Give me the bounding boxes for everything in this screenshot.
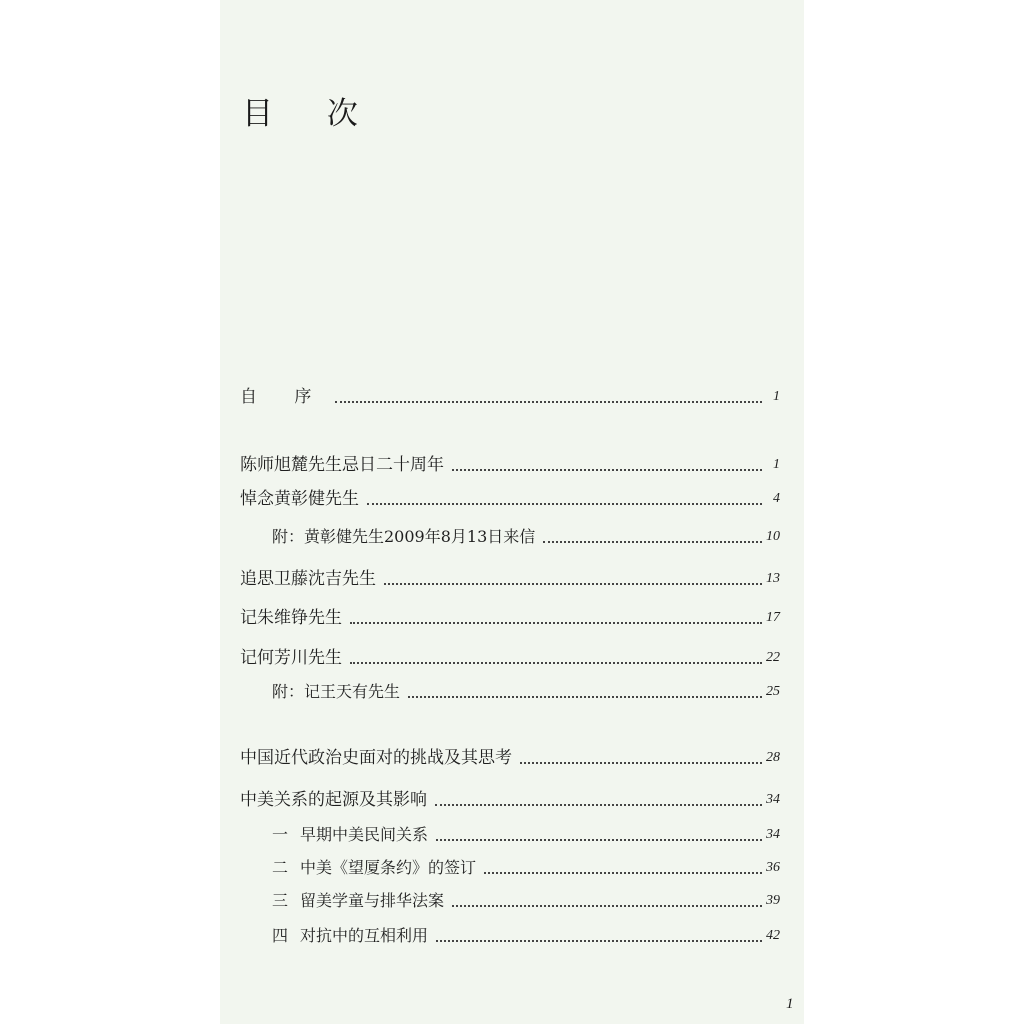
entry-title: 早期中美民间关系 — [300, 825, 429, 844]
toc-entry-preface — [240, 384, 780, 410]
entry-page-number: 22 — [766, 650, 780, 665]
toc-entry — [240, 605, 780, 631]
toc-subentry — [272, 822, 780, 848]
section-number: 二 — [272, 858, 289, 877]
entry-title: 悼念黄彰健先生 — [240, 489, 359, 509]
entry-title: 中国近代政治史面对的挑战及其思考 — [240, 748, 512, 768]
entry-page-number: 34 — [766, 827, 780, 842]
entry-page-number: 28 — [766, 750, 780, 765]
entry-title: 记何芳川先生 — [240, 648, 342, 668]
entry-page-number: 39 — [766, 893, 780, 908]
entry-title: 记朱维铮先生 — [240, 608, 342, 628]
section-number: 一 — [272, 825, 289, 844]
toc-entry — [240, 486, 780, 512]
entry-title: 附：记王天有先生 — [272, 682, 401, 701]
entry-title: 对抗中的互相利用 — [300, 926, 429, 945]
dot-leader — [384, 583, 762, 585]
toc-entry — [240, 745, 780, 771]
entry-title: 陈师旭麓先生忌日二十周年 — [240, 455, 444, 475]
dot-leader — [452, 469, 762, 471]
dot-leader — [367, 503, 762, 505]
dot-leader — [335, 401, 762, 403]
dot-leader — [436, 940, 762, 942]
entry-title: 留美学童与排华法案 — [300, 891, 445, 910]
entry-page-number: 10 — [766, 529, 780, 544]
page-folio: 1 — [786, 996, 794, 1012]
dot-leader — [350, 622, 762, 624]
dot-leader — [543, 541, 762, 543]
dot-leader — [452, 905, 762, 907]
entry-title: 中美《望厦条约》的签订 — [300, 858, 477, 877]
dot-leader — [436, 839, 762, 841]
dot-leader — [484, 872, 762, 874]
entry-page-number: 1 — [773, 457, 780, 472]
toc-subentry — [272, 923, 780, 949]
toc-subentry — [272, 855, 780, 881]
entry-page-number: 34 — [766, 792, 780, 807]
toc-entry — [240, 787, 780, 813]
dot-leader — [350, 662, 762, 664]
toc-entry — [240, 645, 780, 671]
entry-title: 附：黄彰健先生2009年8月13日来信 — [272, 527, 536, 546]
entry-title: 追思卫藤沈吉先生 — [240, 569, 376, 589]
dot-leader — [435, 804, 762, 806]
entry-title: 自 序 — [240, 387, 328, 407]
entry-page-number: 25 — [766, 684, 780, 699]
entry-page-number: 42 — [766, 928, 780, 943]
toc-subentry — [272, 524, 780, 550]
toc-entry — [240, 566, 780, 592]
dot-leader — [408, 696, 762, 698]
entry-page-number: 17 — [766, 610, 780, 625]
entry-title: 中美关系的起源及其影响 — [240, 790, 427, 810]
page-title: 目 次 — [242, 96, 380, 132]
toc-entry — [240, 452, 780, 478]
toc-subentry — [272, 888, 780, 914]
entry-page-number: 4 — [773, 491, 780, 506]
entry-page-number: 13 — [766, 571, 780, 586]
section-number: 三 — [272, 891, 289, 910]
section-number: 四 — [272, 926, 289, 945]
book-page — [220, 0, 804, 1024]
toc-subentry — [272, 679, 780, 705]
entry-page-number: 36 — [766, 860, 780, 875]
entry-page-number: 1 — [773, 389, 780, 404]
dot-leader — [520, 762, 762, 764]
